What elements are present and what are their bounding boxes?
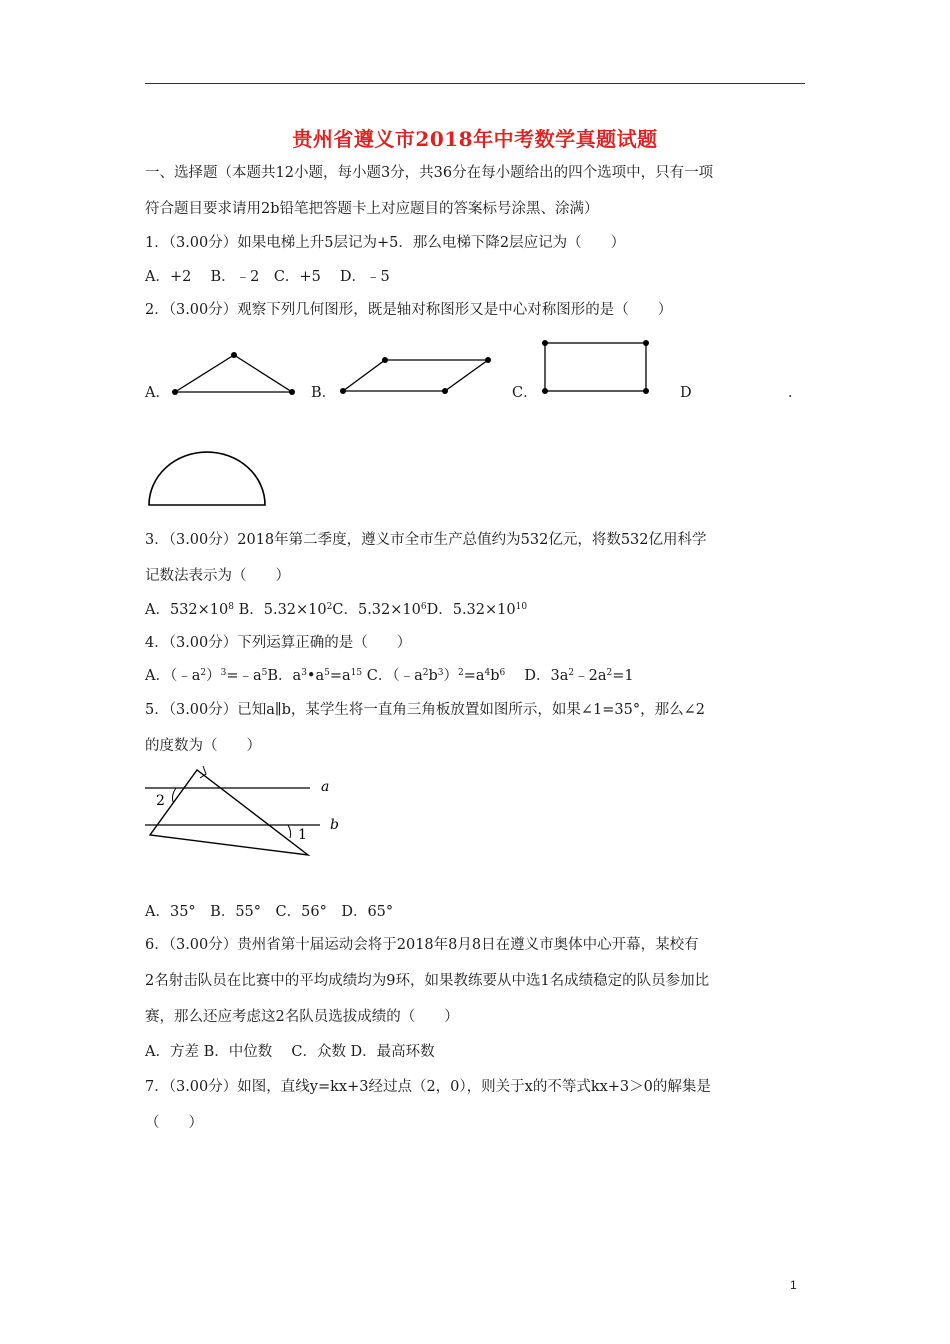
document-title: 贵州省遵义市2018年中考数学真题试题 xyxy=(292,127,658,151)
question-4-options: A．$(﹣a^2)^3=﹣a^5B$．$a^3•a^5=a^{15}$ C．$(﹣a^2b^3)^2=a^4b^6$ D．$3a^2﹣2a^2=1$ xyxy=(145,668,634,684)
question-5-stem-line2: 的度数为（ ） xyxy=(145,738,261,754)
question-3-stem-line2: 记数法表示为（ ） xyxy=(145,568,290,584)
question-6-stem-line1: 6．（3.00分）贵州省第十届运动会将于2018年8月8日在遵义市奥体中心开幕，某校有 xyxy=(145,937,699,953)
svg-text:2: 2 xyxy=(156,793,165,809)
parallelogram-figure xyxy=(338,355,498,397)
question-5-options: A．35° B．55° C．56° D．65° xyxy=(145,904,394,920)
question-7-stem-line2: （ ） xyxy=(145,1115,203,1131)
section-instructions-line1: 一、选择题（本题共12小题，每小题3分，共36分在每小题给出的四个选项中，只有一项 xyxy=(145,165,714,181)
parallel-lines-triangle-figure xyxy=(140,762,360,862)
question-6-stem-line3: 赛，那么还应考虑这2名队员选拔成绩的（ ） xyxy=(145,1009,459,1025)
question-2-option-c-label: C． xyxy=(512,385,538,401)
question-6-stem-line2: 2名射击队员在比赛中的平均成绩均为9环，如果教练要从中选1名成绩稳定的队员参加比 xyxy=(145,973,710,989)
question-1-stem: 1．（3.00分）如果电梯上升5层记为+5．那么电梯下降2层应记为（ ） xyxy=(145,235,626,251)
section-instructions-line2: 符合题目要求请用2b铅笔把答题卡上对应题目的答案标号涂黑、涂满） xyxy=(145,201,599,217)
question-1-options: A．+2 B．﹣2 C．+5 D．﹣5 xyxy=(145,269,390,285)
question-2-option-d-label: D xyxy=(680,385,692,401)
semicircle-figure xyxy=(145,448,270,510)
question-5-stem-line1: 5．（3.00分）已知a∥b，某学生将一直角三角板放置如图所示，如果∠1=35°，那么∠2 xyxy=(145,702,705,718)
page-number: 1 xyxy=(790,1278,797,1292)
question-3-stem-line1: 3．（3.00分）2018年第二季度，遵义市全市生产总值约为532亿元，将数532亿用科学 xyxy=(145,532,707,548)
question-2-option-b-label: B． xyxy=(311,385,337,401)
triangle-figure xyxy=(170,350,300,400)
header-rule xyxy=(145,83,805,84)
rectangle-figure xyxy=(540,338,652,396)
question-7-stem-line1: 7．（3.00分）如图，直线y=kx+3经过点（2，0），则关于x的不等式kx+3＞0的解集是 xyxy=(145,1079,711,1095)
svg-text:a: a xyxy=(321,779,330,795)
svg-text:b: b xyxy=(330,817,339,833)
question-2-option-a-label: A． xyxy=(145,385,170,401)
question-4-stem: 4．（3.00分）下列运算正确的是（ ） xyxy=(145,635,412,651)
svg-text:1: 1 xyxy=(298,827,307,843)
question-2-stem: 2．（3.00分）观察下列几何图形，既是轴对称图形又是中心对称图形的是（ ） xyxy=(145,302,673,318)
question-3-options: A．$532\times 10^8$ B．$5.32\times 10^2C$．$5.32\times 10^6D$．$5.32\times 10^{10}$ xyxy=(145,602,528,618)
question-6-options: A．方差 B．中位数 C．众数 D．最高环数 xyxy=(145,1044,435,1060)
question-2-option-d-dot: ． xyxy=(788,385,803,401)
